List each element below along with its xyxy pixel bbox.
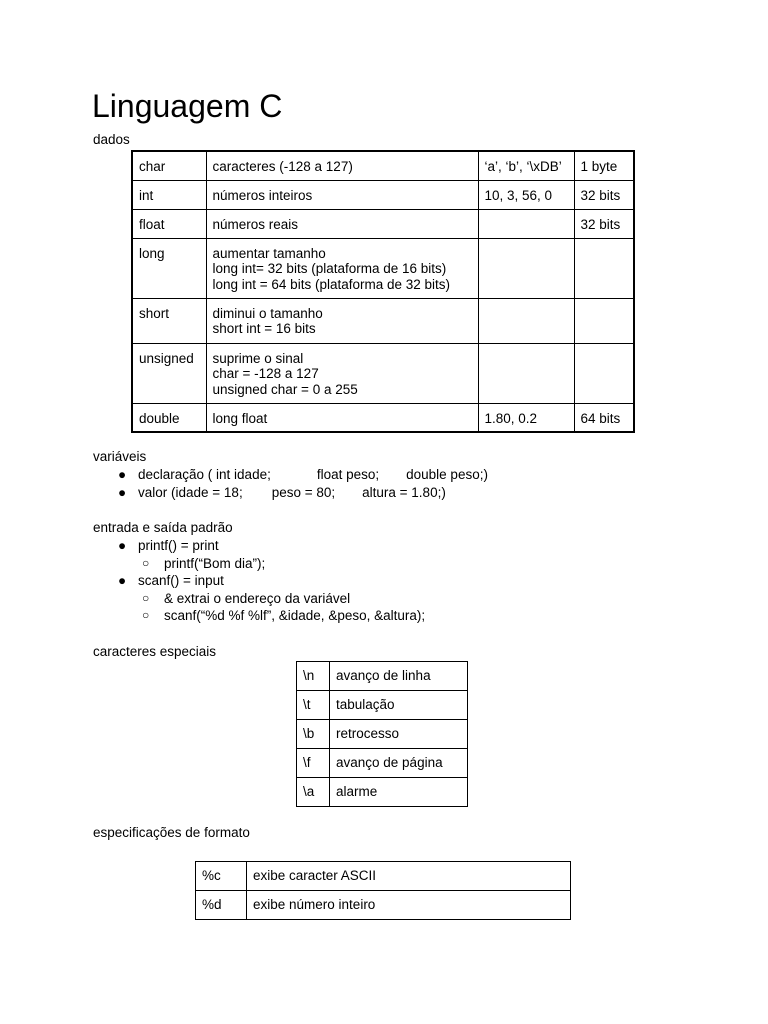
page-title: Linguagem C: [92, 88, 283, 124]
circle-bullet-icon: ○: [142, 555, 150, 570]
bullet-icon: ●: [118, 573, 127, 588]
description-cell: [206, 343, 478, 403]
circle-bullet-icon: ○: [142, 608, 150, 622]
bullet-icon: ●: [118, 467, 127, 482]
description-cell: [206, 209, 478, 238]
variables-list: [118, 466, 488, 501]
table-row: [196, 891, 571, 920]
list-item-text: valor (idade = 18;: [138, 484, 243, 500]
description-cell: avanço de linha: [330, 662, 468, 691]
description-line: aumentar tamanho: [212, 245, 326, 261]
io-list: [118, 537, 445, 625]
description-line: long float: [212, 410, 268, 426]
bullet-icon: ●: [118, 538, 127, 553]
bullet-icon: ●: [118, 484, 127, 500]
table-row: [132, 238, 634, 298]
size-cell: [574, 238, 634, 298]
example-cell: 10, 3, 56, 0: [478, 180, 574, 209]
list-item-text: float peso;: [316, 467, 380, 482]
size-cell: 64 bits: [574, 403, 634, 432]
section-label-variaveis: variáveis: [93, 449, 147, 464]
description-cell: [206, 238, 478, 298]
table-row: [196, 862, 571, 891]
special-characters-table: [296, 661, 468, 807]
description-cell: alarme: [330, 778, 468, 807]
list-item: [118, 537, 445, 555]
table-row: [132, 151, 634, 180]
type-cell: int: [132, 180, 206, 209]
description-cell: tabulação: [330, 691, 468, 720]
table-row: [132, 209, 634, 238]
type-cell: float: [132, 209, 206, 238]
section-label-formato: especificações de formato: [93, 825, 250, 840]
code-cell: \b: [297, 720, 330, 749]
type-cell: unsigned: [132, 343, 206, 403]
format-specifiers-table: [195, 861, 571, 920]
description-line: unsigned char = 0 a 255: [212, 381, 358, 397]
description-line: char = -128 a 127: [212, 366, 319, 381]
description-line: números inteiros: [212, 187, 313, 203]
description-cell: [206, 298, 478, 343]
code-cell: \a: [297, 778, 330, 807]
description-line: short int = 16 bits: [212, 321, 316, 336]
code-cell: %c: [196, 862, 247, 891]
section-label-io: entrada e saída padrão: [93, 520, 233, 535]
list-item-text: altura = 1.80;): [362, 484, 446, 500]
list-item: [118, 466, 488, 484]
example-cell: [478, 298, 574, 343]
type-cell: char: [132, 151, 206, 180]
description-line: long int = 64 bits (plataforma de 32 bits): [212, 276, 451, 292]
example-cell: [478, 209, 574, 238]
list-item: [118, 484, 488, 502]
code-cell: %d: [196, 891, 247, 920]
size-cell: 32 bits: [574, 209, 634, 238]
list-item-text: declaração ( int idade;: [138, 467, 271, 482]
section-label-dados: dados: [93, 132, 130, 147]
table-row: [297, 691, 468, 720]
example-cell: [478, 343, 574, 403]
sub-list-item: [98, 555, 425, 573]
data-types-table: [131, 150, 635, 433]
description-cell: retrocesso: [330, 720, 468, 749]
example-cell: ‘a’, ‘b’, ‘\xDB’: [478, 151, 574, 180]
code-cell: \f: [297, 749, 330, 778]
description-line: números reais: [212, 216, 299, 232]
type-cell: short: [132, 298, 206, 343]
circle-bullet-icon: ○: [142, 590, 150, 605]
size-cell: [574, 343, 634, 403]
code-cell: \t: [297, 691, 330, 720]
size-cell: [574, 298, 634, 343]
description-cell: [206, 151, 478, 180]
list-item-text: printf() = print: [138, 538, 219, 553]
table-row: [132, 343, 634, 403]
table-row: [297, 749, 468, 778]
list-item-text: peso = 80;: [271, 484, 336, 500]
description-cell: exibe caracter ASCII: [247, 862, 571, 891]
description-cell: [206, 180, 478, 209]
description-line: suprime o sinal: [212, 350, 304, 366]
type-cell: double: [132, 403, 206, 432]
description-cell: [206, 403, 478, 432]
list-item-text: printf(“Bom dia”);: [164, 555, 266, 571]
description-cell: avanço de página: [330, 749, 468, 778]
table-row: [297, 662, 468, 691]
size-cell: 1 byte: [574, 151, 634, 180]
table-row: [297, 720, 468, 749]
table-row: [132, 180, 634, 209]
size-cell: 32 bits: [574, 180, 634, 209]
code-cell: \n: [297, 662, 330, 691]
description-line: long int= 32 bits (plataforma de 16 bits): [212, 261, 447, 276]
table-row: [297, 778, 468, 807]
table-row: [132, 403, 634, 432]
sub-list-item: [98, 590, 425, 608]
list-item: [118, 572, 445, 590]
example-cell: [478, 238, 574, 298]
section-label-especiais: caracteres especiais: [93, 644, 217, 659]
description-cell: exibe número inteiro: [247, 891, 571, 920]
example-cell: 1.80, 0.2: [478, 403, 574, 432]
list-item-text: & extrai o endereço da variável: [164, 590, 351, 606]
type-cell: long: [132, 238, 206, 298]
description-line: caracteres (-128 a 127): [212, 159, 353, 174]
sub-list-item: [98, 607, 425, 625]
table-row: [132, 298, 634, 343]
list-item-text: scanf(“%d %f %lf”, &idade, &peso, &altura);: [164, 608, 426, 623]
list-item-text: double peso;): [406, 467, 488, 482]
list-item-text: scanf() = input: [138, 573, 224, 588]
description-line: diminui o tamanho: [212, 305, 323, 321]
